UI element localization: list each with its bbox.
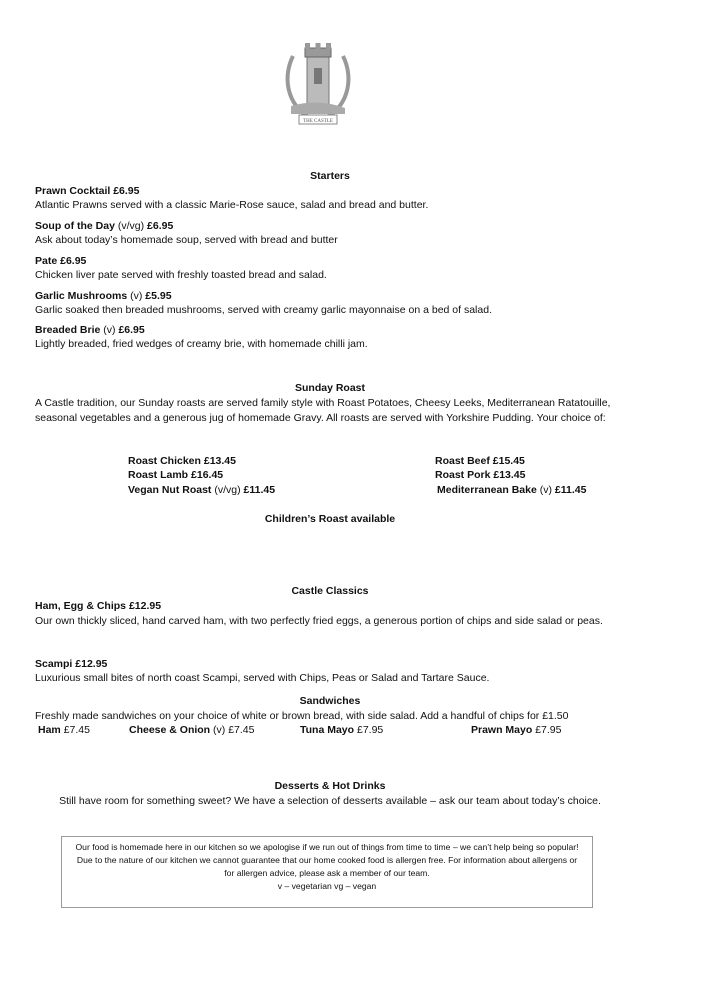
item-price: £6.95 [147, 220, 174, 232]
item-name: Pate [35, 255, 58, 267]
item-price: £12.95 [75, 658, 108, 670]
item-name: Vegan Nut Roast [128, 484, 212, 496]
roast-item [435, 455, 525, 467]
item-name: Roast Chicken [128, 455, 201, 467]
item-diet: (v) [103, 324, 116, 336]
item-name: Ham, Egg & Chips [35, 600, 127, 612]
item-desc: Chicken liver pate served with freshly toasted bread and salad. [35, 269, 327, 281]
item-price: £7.45 [63, 724, 90, 736]
item-diet: (v) [539, 484, 552, 496]
item-name: Roast Lamb [128, 469, 189, 481]
item-price: £13.45 [203, 455, 236, 467]
item-desc: Atlantic Prawns served with a classic Marie-Rose sauce, salad and bread and butter. [35, 199, 429, 211]
notice-line: Due to the nature of our kitchen we cannot guarantee that our home cooked food is allergen free. For information about allergens or for allergen advice, please ask a member of our team. [76, 855, 578, 878]
classic-item [35, 657, 635, 685]
item-name: Roast Beef [435, 455, 490, 467]
item-name: Prawn Mayo [471, 724, 533, 736]
sandwich-item [38, 724, 90, 736]
starter-item [35, 254, 635, 282]
item-price: £13.45 [493, 469, 526, 481]
classic-item [35, 599, 635, 629]
item-desc: Luxurious small bites of north coast Scampi, served with Chips, Peas or Salad and Tartare Sauce. [35, 672, 490, 684]
item-name: Mediterranean Bake [437, 484, 537, 496]
starter-item [35, 323, 635, 351]
item-name: Roast Pork [435, 469, 491, 481]
item-price: £16.45 [191, 469, 224, 481]
item-name: Tuna Mayo [300, 724, 355, 736]
sandwich-item [471, 724, 561, 736]
sunday-roast-intro: A Castle tradition, our Sunday roasts are served family style with Roast Potatoes, Cheesy Leeks, Mediterranean Ratatouille, seasonal vegetables and a generous jug of homemade Gravy. All roasts are served with Yorkshire Pudding. Your choice of: [35, 397, 611, 424]
sandwich-item [300, 724, 383, 736]
starter-item [35, 219, 635, 247]
starter-item [35, 184, 635, 212]
item-price: £15.45 [492, 455, 525, 467]
item-diet: (v) [213, 724, 226, 736]
notice-line: Our food is homemade here in our kitchen so we apologise if we run out of things from time to time – we can’t help being so popular! [75, 842, 579, 852]
item-desc: Garlic soaked then breaded mushrooms, served with creamy garlic mayonnaise on a bed of salad. [35, 304, 492, 316]
item-price: £6.95 [60, 255, 87, 267]
castle-logo [283, 40, 353, 128]
roast-item [128, 455, 236, 467]
item-price: £7.95 [535, 724, 562, 736]
item-desc: Our own thickly sliced, hand carved ham, with two perfectly fried eggs, a generous portion of chips and side salad or peas. [35, 615, 603, 627]
starter-item [35, 289, 635, 317]
sunday-roast-title: Sunday Roast [294, 382, 365, 394]
allergen-notice [61, 836, 593, 908]
item-price: £6.95 [113, 185, 140, 197]
item-name: Breaded Brie [35, 324, 101, 336]
item-desc: Lightly breaded, fried wedges of creamy brie, with homemade chilli jam. [35, 338, 368, 350]
item-price: £7.45 [228, 724, 255, 736]
roast-item [128, 469, 223, 481]
logo-text: THE CASTLE [303, 119, 333, 124]
item-price: £12.95 [128, 600, 162, 612]
item-price: £7.95 [356, 724, 384, 736]
item-desc: Ask about today’s homemade soup, served with bread and butter [35, 234, 338, 246]
item-price: £6.95 [118, 324, 145, 336]
item-price: £11.45 [243, 484, 276, 496]
sandwiches-title: Sandwiches [299, 695, 361, 707]
item-name: Garlic Mushrooms [35, 290, 128, 302]
item-name: Prawn Cocktail [35, 185, 111, 197]
desserts-text: Still have room for something sweet? We have a selection of desserts available – ask our team about today’s choice. [59, 795, 601, 807]
item-name: Scampi [35, 658, 73, 670]
item-price: £11.45 [554, 484, 587, 496]
childrens-roast-note: Children’s Roast available [264, 513, 396, 525]
notice-line: v – vegetarian vg – vegan [277, 881, 377, 891]
sandwich-item [129, 724, 254, 736]
roast-item [128, 484, 275, 496]
item-name: Ham [38, 724, 61, 736]
item-name: Soup of the Day [35, 220, 115, 232]
desserts-title: Desserts & Hot Drinks [274, 780, 386, 792]
item-diet: (v/vg) [214, 484, 241, 496]
item-price: £5.95 [145, 290, 172, 302]
classics-title: Castle Classics [291, 585, 369, 597]
item-name: Cheese & Onion [129, 724, 211, 736]
item-diet: (v) [130, 290, 143, 302]
roast-item [435, 469, 525, 481]
item-diet: (v/vg) [117, 220, 145, 232]
starters-title: Starters [310, 170, 350, 182]
sandwiches-intro: Freshly made sandwiches on your choice of white or brown bread, with side salad. Add a handful of chips for £1.50 [35, 710, 569, 722]
roast-item [437, 484, 586, 496]
